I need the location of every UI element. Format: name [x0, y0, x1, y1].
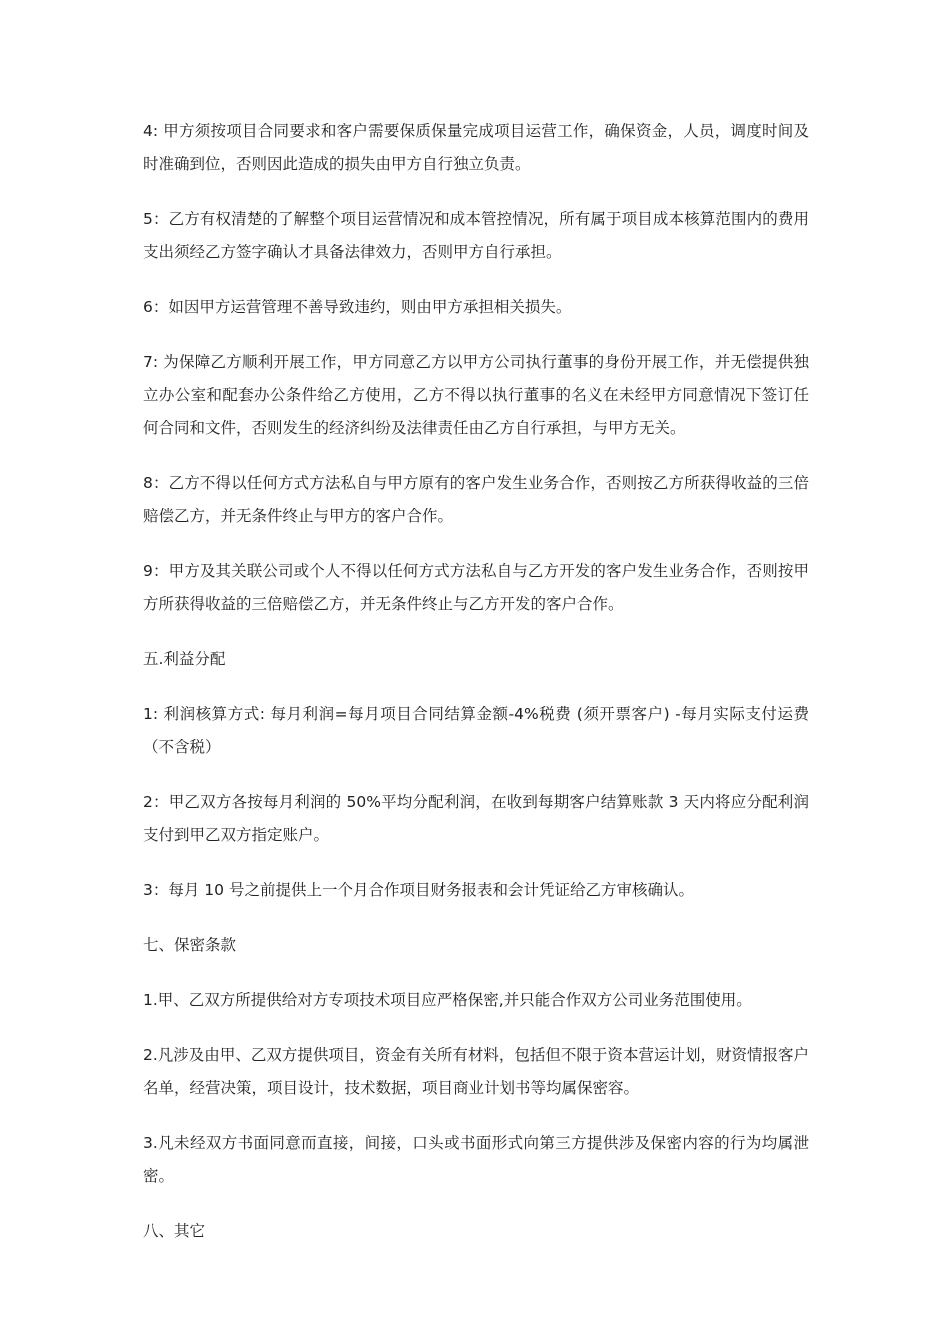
profit-clause-1: 1: 利润核算方式: 每月利润=每月项目合同结算金额-4%税费 (须开票客户) -每月实际支付运费（不含税） — [143, 705, 809, 756]
clause-9: 9：甲方及其关联公司或个人不得以任何方式方法私自与乙方开发的客户发生业务合作，否则按甲方所获得收益的三倍赔偿乙方，并无条件终止与乙方开发的客户合作。 — [143, 562, 809, 613]
clause-5: 5：乙方有权清楚的了解整个项目运营情况和成本管控情况，所有属于项目成本核算范围内的费用支出须经乙方签字确认才具备法律效力，否则甲方自行承担。 — [143, 210, 809, 261]
clause-4: 4: 甲方须按项目合同要求和客户需要保质保量完成项目运营工作，确保资金，人员，调度时间及时准确到位，否则因此造成的损失由甲方自行独立负责。 — [143, 122, 809, 173]
confidentiality-clause-1: 1.甲、乙双方所提供给对方专项技术项目应严格保密,并只能合作双方公司业务范围使用。 — [143, 991, 752, 1009]
section-heading-other: 八、其它 — [143, 1222, 206, 1240]
clause-6: 6：如因甲方运营管理不善导致违约，则由甲方承担相关损失。 — [143, 298, 572, 316]
document-page — [143, 115, 809, 1270]
confidentiality-clause-2: 2.凡涉及由甲、乙双方提供项目，资金有关所有材料，包括但不限于资本营运计划，财资情报客户名单，经营决策，项目设计，技术数据，项目商业计划书等均属保密容。 — [143, 1046, 809, 1097]
clause-7: 7: 为保障乙方顺利开展工作，甲方同意乙方以甲方公司执行董事的身份开展工作，并无偿提供独立办公室和配套办公条件给乙方使用，乙方不得以执行董事的名义在未经甲方同意情况下签订任何合同和文件，否则发生的经济纠纷及法律责任由乙方自行承担，与甲方无关。 — [143, 353, 809, 437]
confidentiality-clause-3: 3.凡未经双方书面同意而直接，间接，口头或书面形式向第三方提供涉及保密内容的行为均属泄密。 — [143, 1134, 809, 1185]
profit-clause-3: 3：每月 10 号之前提供上一个月合作项目财务报表和会计凭证给乙方审核确认。 — [143, 881, 694, 899]
clause-8: 8：乙方不得以任何方式方法私自与甲方原有的客户发生业务合作，否则按乙方所获得收益的三倍赔偿乙方，并无条件终止与甲方的客户合作。 — [143, 474, 809, 525]
section-heading-confidentiality: 七、保密条款 — [143, 936, 237, 954]
section-heading-profit: 五.利益分配 — [143, 650, 226, 668]
profit-clause-2: 2：甲乙双方各按每月利润的 50%平均分配利润，在收到每期客户结算账款 3 天内将应分配利润支付到甲乙双方指定账户。 — [143, 793, 809, 844]
